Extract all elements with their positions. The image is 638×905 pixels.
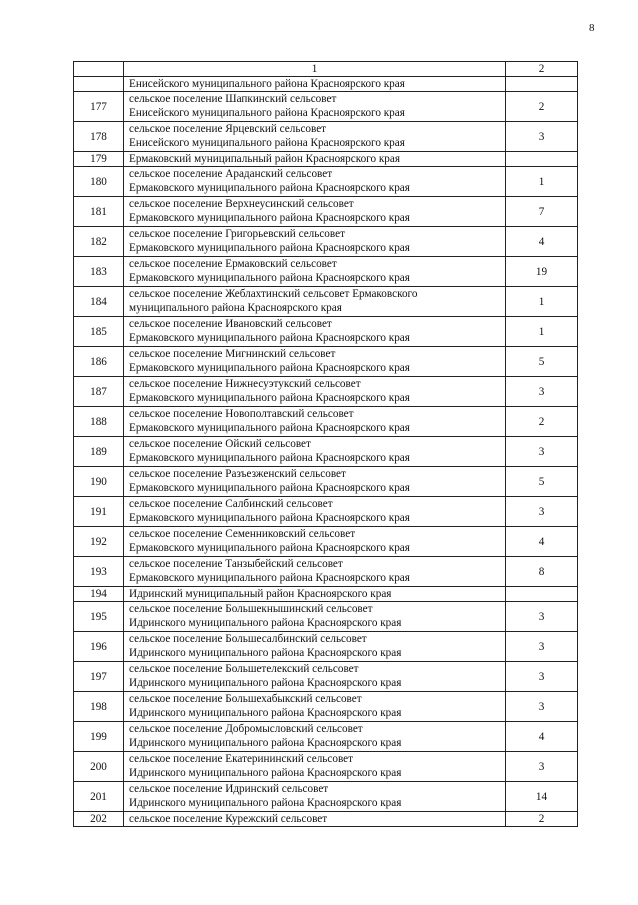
data-table <box>73 61 578 827</box>
row-value-cell: 4 <box>506 227 578 257</box>
row-value-cell: 2 <box>506 92 578 122</box>
row-name-cell <box>124 662 506 692</box>
row-number-cell: 194 <box>74 587 124 602</box>
row-name-cell <box>124 437 506 467</box>
row-number-cell: 191 <box>74 497 124 527</box>
row-name-line: сельское поселение Большехабыкский сельсовет <box>129 693 362 705</box>
table-row <box>74 632 578 662</box>
row-name-line: сельское поселение Екатерининский сельсовет <box>129 753 354 765</box>
row-value-cell: 14 <box>506 782 578 812</box>
row-number-cell: 200 <box>74 752 124 782</box>
row-name-cell <box>124 632 506 662</box>
row-name-cell <box>124 227 506 257</box>
row-name-line: сельское поселение Большесалбинский сельсовет <box>129 633 367 645</box>
table-row <box>74 287 578 317</box>
row-name-line: Ермаковского муниципального района Красноярского края <box>129 182 410 194</box>
table-row <box>74 497 578 527</box>
table-row <box>74 92 578 122</box>
row-name-line: Енисейского муниципального района Красноярского края <box>129 78 405 90</box>
row-name-line: сельское поселение Ойский сельсовет <box>129 438 311 450</box>
row-name-line: Идринского муниципального района Красноярского края <box>129 677 402 689</box>
row-name-line: Ермаковского муниципального района Красноярского края <box>129 512 410 524</box>
header-cell-name: 1 <box>124 62 506 77</box>
row-name-line: сельское поселение Ивановский сельсовет <box>129 318 332 330</box>
table-row <box>74 437 578 467</box>
row-value-cell: 1 <box>506 317 578 347</box>
row-value-cell: 2 <box>506 407 578 437</box>
row-name-line: сельское поселение Большетелекский сельсовет <box>129 663 359 675</box>
row-number-cell: 188 <box>74 407 124 437</box>
row-number-cell: 189 <box>74 437 124 467</box>
row-value-cell: 3 <box>506 497 578 527</box>
row-number-cell: 198 <box>74 692 124 722</box>
row-number-cell: 181 <box>74 197 124 227</box>
row-number-cell: 187 <box>74 377 124 407</box>
row-name-cell <box>124 497 506 527</box>
row-name-cell <box>124 407 506 437</box>
row-name-cell <box>124 377 506 407</box>
row-name-line: сельское поселение Идринский сельсовет <box>129 783 329 795</box>
row-value-cell: 7 <box>506 197 578 227</box>
row-name-line: Ермаковского муниципального района Красноярского края <box>129 362 410 374</box>
row-number-cell: 183 <box>74 257 124 287</box>
row-value-cell: 4 <box>506 527 578 557</box>
row-name-line: сельское поселение Шапкинский сельсовет <box>129 93 337 105</box>
row-value-cell: 3 <box>506 692 578 722</box>
table-row <box>74 527 578 557</box>
row-number-cell: 186 <box>74 347 124 377</box>
table-row <box>74 557 578 587</box>
table-row <box>74 782 578 812</box>
row-name-cell <box>124 602 506 632</box>
table-row <box>74 152 578 167</box>
row-name-line: сельское поселение Верхнеусинский сельсовет <box>129 198 354 210</box>
row-number-cell: 202 <box>74 812 124 827</box>
row-name-cell <box>124 152 506 167</box>
row-name-line: Идринского муниципального района Красноярского края <box>129 647 402 659</box>
table-row <box>74 692 578 722</box>
row-value-cell: 5 <box>506 467 578 497</box>
table-row <box>74 122 578 152</box>
row-value-cell: 8 <box>506 557 578 587</box>
row-value-cell: 1 <box>506 167 578 197</box>
table-row <box>74 77 578 92</box>
header-cell-number <box>74 62 124 77</box>
row-number-cell: 179 <box>74 152 124 167</box>
row-name-cell <box>124 122 506 152</box>
row-value-cell: 3 <box>506 662 578 692</box>
row-name-cell <box>124 467 506 497</box>
row-name-line: сельское поселение Курежский сельсовет <box>129 813 328 825</box>
row-name-line: Ермаковского муниципального района Красноярского края <box>129 242 410 254</box>
row-name-cell <box>124 527 506 557</box>
row-name-line: Ермаковского муниципального района Красноярского края <box>129 212 410 224</box>
row-name-cell <box>124 722 506 752</box>
row-name-cell <box>124 557 506 587</box>
row-value-cell: 3 <box>506 122 578 152</box>
row-value-cell: 3 <box>506 632 578 662</box>
row-value-cell: 2 <box>506 812 578 827</box>
row-name-line: сельское поселение Новополтавский сельсовет <box>129 408 354 420</box>
row-name-line: Ермаковского муниципального района Красноярского края <box>129 332 410 344</box>
row-name-line: Ермаковского муниципального района Красноярского края <box>129 482 410 494</box>
row-name-line: сельское поселение Разъезженский сельсовет <box>129 468 346 480</box>
row-number-cell: 193 <box>74 557 124 587</box>
row-name-line: сельское поселение Жеблахтинский сельсовет Ермаковского <box>129 288 418 300</box>
table-row <box>74 377 578 407</box>
row-value-cell: 5 <box>506 347 578 377</box>
row-name-cell <box>124 692 506 722</box>
row-name-line: сельское поселение Семенниковский сельсовет <box>129 528 356 540</box>
row-name-line: Идринского муниципального района Красноярского края <box>129 797 402 809</box>
row-number-cell: 177 <box>74 92 124 122</box>
table-row <box>74 812 578 827</box>
page-number: 8 <box>589 22 595 34</box>
row-name-line: сельское поселение Танзыбейский сельсовет <box>129 558 343 570</box>
row-value-cell <box>506 587 578 602</box>
table-body <box>74 77 578 827</box>
row-name-line: Идринского муниципального района Красноярского края <box>129 737 402 749</box>
table-row <box>74 752 578 782</box>
row-number-cell: 195 <box>74 602 124 632</box>
row-number-cell <box>74 77 124 92</box>
row-name-line: Идринского муниципального района Красноярского края <box>129 707 402 719</box>
row-name-cell <box>124 257 506 287</box>
row-name-line: сельское поселение Нижнесуэтукский сельсовет <box>129 378 361 390</box>
row-name-line: Ермаковского муниципального района Красноярского края <box>129 452 410 464</box>
row-value-cell: 3 <box>506 377 578 407</box>
table-row <box>74 602 578 632</box>
row-name-cell <box>124 77 506 92</box>
row-value-cell: 4 <box>506 722 578 752</box>
row-name-line: Идринский муниципальный район Красноярского края <box>129 588 392 600</box>
table-row <box>74 347 578 377</box>
row-name-cell <box>124 782 506 812</box>
row-value-cell: 3 <box>506 602 578 632</box>
row-name-cell <box>124 287 506 317</box>
row-number-cell: 185 <box>74 317 124 347</box>
row-name-line: Ермаковский муниципальный район Красноярского края <box>129 153 401 165</box>
row-name-line: сельское поселение Ермаковский сельсовет <box>129 258 337 270</box>
row-name-line: Ермаковского муниципального района Красноярского края <box>129 542 410 554</box>
row-name-line: Ермаковского муниципального района Красноярского края <box>129 272 410 284</box>
row-name-cell <box>124 197 506 227</box>
row-number-cell: 192 <box>74 527 124 557</box>
row-number-cell: 201 <box>74 782 124 812</box>
row-name-line: сельское поселение Салбинский сельсовет <box>129 498 333 510</box>
row-number-cell: 178 <box>74 122 124 152</box>
row-value-cell: 3 <box>506 437 578 467</box>
row-number-cell: 190 <box>74 467 124 497</box>
row-value-cell <box>506 152 578 167</box>
row-name-cell <box>124 92 506 122</box>
row-name-line: сельское поселение Ярцевский сельсовет <box>129 123 327 135</box>
row-name-line: Идринского муниципального района Красноярского края <box>129 617 402 629</box>
row-name-line: Ермаковского муниципального района Красноярского края <box>129 392 410 404</box>
row-name-line: Ермаковского муниципального района Красноярского края <box>129 422 410 434</box>
row-name-line: Енисейского муниципального района Красноярского края <box>129 137 405 149</box>
table-row <box>74 407 578 437</box>
row-name-cell <box>124 812 506 827</box>
row-value-cell: 19 <box>506 257 578 287</box>
row-name-line: сельское поселение Мигнинский сельсовет <box>129 348 336 360</box>
header-cell-value: 2 <box>506 62 578 77</box>
row-number-cell: 180 <box>74 167 124 197</box>
row-name-cell <box>124 167 506 197</box>
table-row <box>74 197 578 227</box>
row-name-line: Енисейского муниципального района Красноярского края <box>129 107 405 119</box>
row-name-cell <box>124 587 506 602</box>
row-number-cell: 182 <box>74 227 124 257</box>
table-row <box>74 662 578 692</box>
row-number-cell: 196 <box>74 632 124 662</box>
table-row <box>74 257 578 287</box>
table-row <box>74 227 578 257</box>
table-row <box>74 467 578 497</box>
row-name-line: сельское поселение Араданский сельсовет <box>129 168 333 180</box>
row-number-cell: 199 <box>74 722 124 752</box>
table-row <box>74 587 578 602</box>
row-name-line: сельское поселение Григорьевский сельсовет <box>129 228 345 240</box>
row-name-cell <box>124 347 506 377</box>
row-name-cell <box>124 752 506 782</box>
row-name-line: сельское поселение Добромысловский сельсовет <box>129 723 363 735</box>
table-row <box>74 167 578 197</box>
table-row <box>74 317 578 347</box>
row-name-line: Идринского муниципального района Красноярского края <box>129 767 402 779</box>
row-number-cell: 184 <box>74 287 124 317</box>
row-value-cell <box>506 77 578 92</box>
row-name-line: муниципального района Красноярского края <box>129 302 342 314</box>
row-value-cell: 3 <box>506 752 578 782</box>
row-name-cell <box>124 317 506 347</box>
table-row <box>74 722 578 752</box>
row-number-cell: 197 <box>74 662 124 692</box>
row-name-line: Ермаковского муниципального района Красноярского края <box>129 572 410 584</box>
row-value-cell: 1 <box>506 287 578 317</box>
row-name-line: сельское поселение Большекнышинский сельсовет <box>129 603 373 615</box>
table-header-row <box>74 62 578 77</box>
